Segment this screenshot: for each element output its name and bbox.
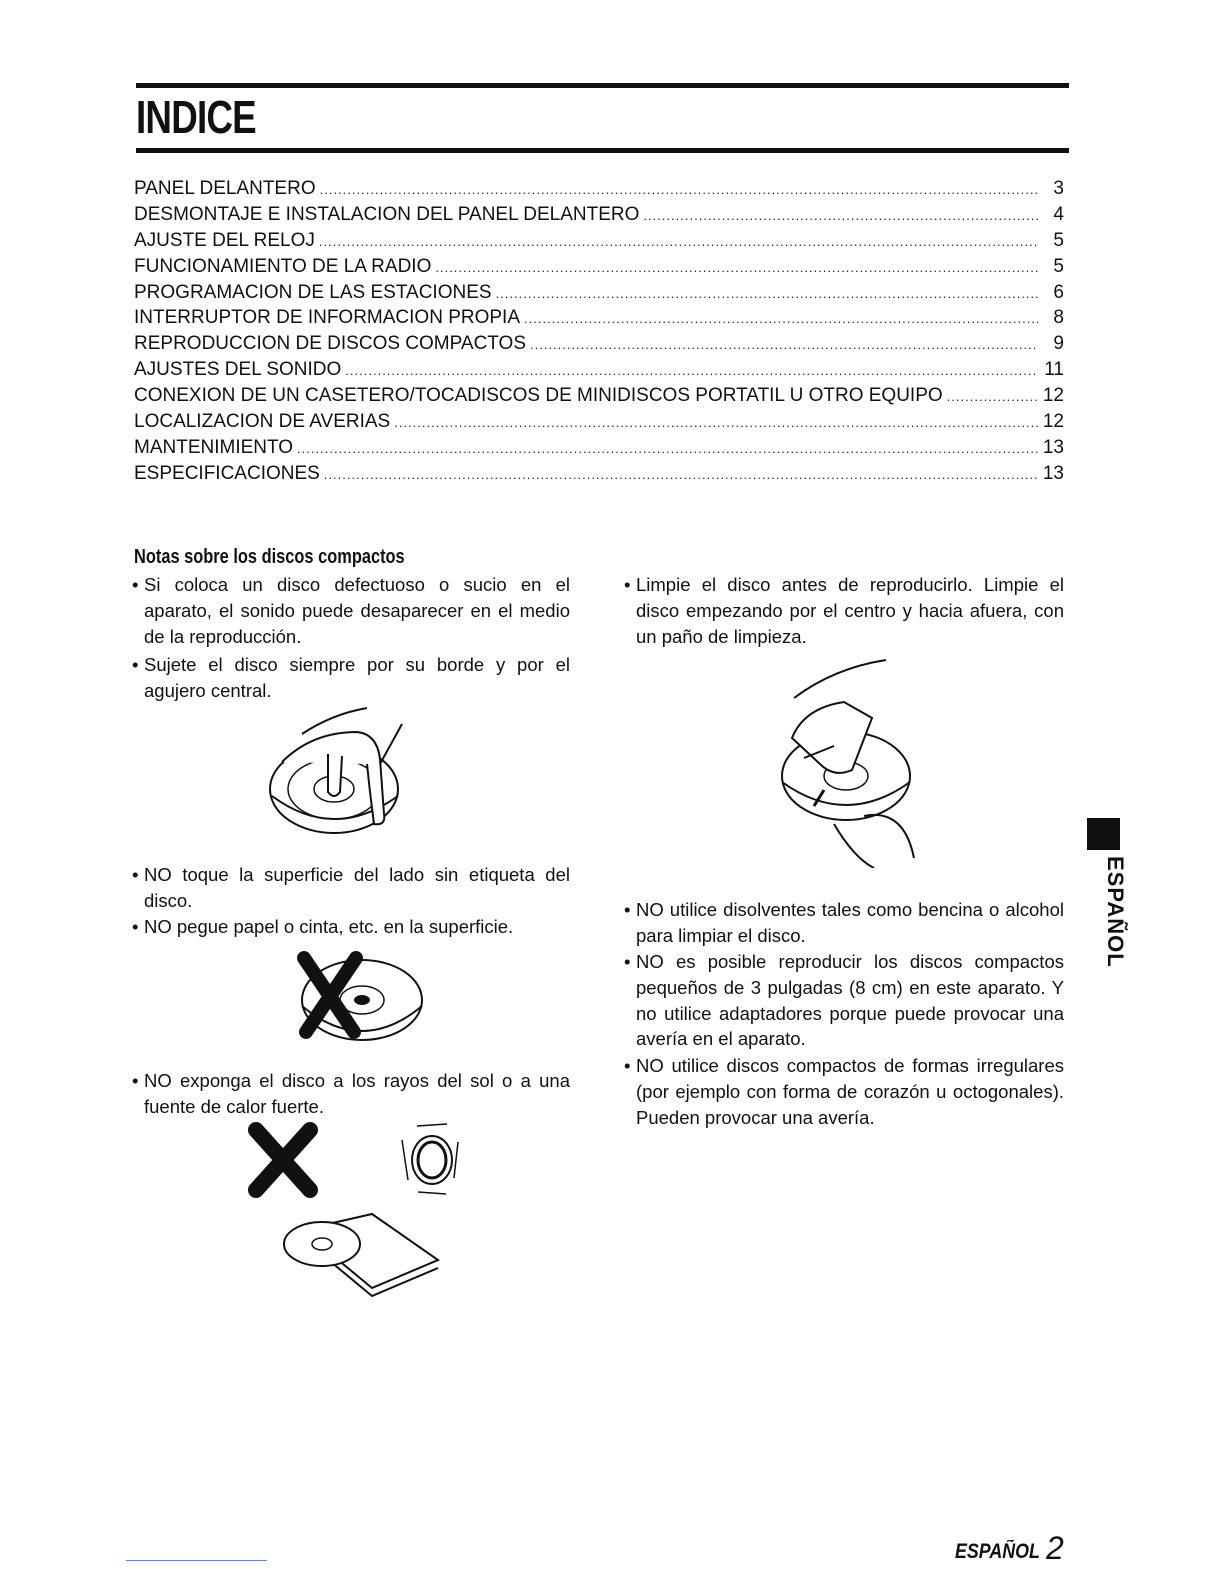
- toc-entry-page: 12: [1042, 411, 1064, 433]
- note-text: NO utilice discos compactos de formas irregulares (por ejemplo con forma de corazón u octogonales). Pueden provocar una avería.: [636, 1055, 1064, 1128]
- note-item: [132, 572, 570, 649]
- toc-entry-title: MANTENIMIENTO: [134, 436, 294, 458]
- title-rule-bottom: [136, 148, 1069, 153]
- toc-leader-dots: [496, 281, 1038, 306]
- toc-entry-title: AJUSTE DEL RELOJ: [134, 229, 315, 251]
- sun-heat-illustration: [242, 1120, 472, 1300]
- bottom-divider: [126, 1560, 267, 1561]
- bullet-dot: •: [624, 574, 631, 595]
- note-text: NO exponga el disco a los rayos del sol o a una fuente de calor fuerte.: [144, 1070, 570, 1117]
- toc-entry[interactable]: [134, 331, 1064, 357]
- bullet-dot: •: [624, 951, 631, 972]
- toc-entry-title: REPRODUCCION DE DISCOS COMPACTOS: [134, 333, 527, 355]
- toc-entry-title: PANEL DELANTERO: [134, 178, 316, 199]
- toc-entry[interactable]: [134, 383, 1064, 409]
- bullet-dot: •: [624, 899, 631, 920]
- note-item: [132, 652, 570, 704]
- toc-entry-page: 8: [1053, 307, 1064, 329]
- toc-entry-title: ESPECIFICACIONES: [134, 462, 320, 484]
- toc-entry-page: 12: [1042, 385, 1064, 407]
- toc-entry[interactable]: [134, 461, 1064, 487]
- toc-entry-title: CONEXION DE UN CASETERO/TOCADISCOS DE MINIDISCOS PORTATIL U OTRO EQUIPO: [134, 385, 943, 407]
- toc-leader-dots: [530, 332, 1038, 357]
- note-text: Limpie el disco antes de reproducirlo. Limpie el disco empezando por el centro y hacia afuera, con un paño de limpieza.: [636, 574, 1064, 647]
- footer-language: ESPAÑOL: [955, 1540, 1040, 1563]
- toc-entry[interactable]: [134, 228, 1064, 254]
- side-tab-label: ESPAÑOL: [1103, 856, 1128, 968]
- page-number: 2: [1046, 1530, 1064, 1566]
- toc-entry-title: AJUSTES DEL SONIDO: [134, 359, 342, 381]
- toc-leader-dots: [320, 177, 1038, 202]
- toc-entry-page: 9: [1053, 333, 1064, 355]
- page-title: INDICE: [136, 91, 256, 143]
- side-tab-marker: [1087, 818, 1120, 850]
- toc-entry-page: 6: [1053, 281, 1064, 303]
- toc-leader-dots: [394, 410, 1038, 435]
- toc-leader-dots: [524, 306, 1038, 331]
- title-rule-top: [136, 83, 1069, 88]
- toc-entry[interactable]: [134, 357, 1064, 383]
- toc-entry-page: 13: [1042, 436, 1064, 458]
- toc-entry[interactable]: [134, 254, 1064, 280]
- note-text: Si coloca un disco defectuoso o sucio en el aparato, el sonido puede desaparecer en el medio de la reproducción.: [144, 574, 570, 647]
- toc-entry-title: DESMONTAJE E INSTALACION DEL PANEL DELANTERO: [134, 203, 640, 225]
- note-item: [132, 914, 570, 940]
- toc-entry-title: LOCALIZACION DE AVERIAS: [134, 411, 391, 433]
- bullet-dot: •: [132, 916, 139, 937]
- note-text: NO toque la superficie del lado sin etiqueta del disco.: [144, 864, 570, 911]
- toc-entry[interactable]: [134, 280, 1064, 306]
- bullet-dot: •: [132, 1070, 139, 1091]
- toc-entry[interactable]: [134, 202, 1064, 228]
- notes-heading: Notas sobre los discos compactos: [134, 546, 405, 568]
- toc-entry[interactable]: [134, 176, 1064, 202]
- toc-entry-page: 3: [1053, 178, 1064, 199]
- toc-entry-title: INTERRUPTOR DE INFORMACION PROPIA: [134, 307, 521, 329]
- bullet-dot: •: [132, 864, 139, 885]
- bullet-dot: •: [624, 1055, 631, 1076]
- note-item: [624, 572, 1064, 649]
- note-text: NO es posible reproducir los discos compactos pequeños de 3 pulgadas (8 cm) en este aparato. Y no utilice adaptadores porque puede provocar una avería en el aparato.: [636, 951, 1064, 1050]
- toc-entry-page: 13: [1042, 462, 1064, 484]
- toc-entry-page: 11: [1044, 359, 1064, 381]
- table-of-contents: [134, 176, 1064, 487]
- toc-leader-dots: [324, 462, 1038, 487]
- toc-entry-page: 5: [1053, 255, 1064, 277]
- note-item: [624, 897, 1064, 949]
- toc-leader-dots: [345, 358, 1038, 383]
- toc-entry[interactable]: [134, 435, 1064, 461]
- note-text: NO pegue papel o cinta, etc. en la superficie.: [144, 916, 514, 937]
- note-item: [624, 949, 1064, 1052]
- toc-entry[interactable]: [134, 305, 1064, 331]
- clean-disc-illustration: [774, 658, 924, 868]
- note-text: NO utilice disolventes tales como bencina o alcohol para limpiar el disco.: [636, 899, 1064, 946]
- note-item: [132, 1068, 570, 1120]
- toc-entry-page: 5: [1053, 229, 1064, 251]
- toc-leader-dots: [297, 436, 1038, 461]
- no-tape-illustration: [274, 944, 434, 1054]
- bullet-dot: •: [132, 574, 139, 595]
- toc-entry-page: 4: [1053, 203, 1064, 225]
- hold-disc-illustration: [262, 704, 432, 844]
- toc-entry[interactable]: [134, 409, 1064, 435]
- note-text: Sujete el disco siempre por su borde y por el agujero central.: [144, 654, 570, 701]
- toc-leader-dots: [435, 255, 1038, 280]
- side-tab-language: [1074, 856, 1134, 976]
- bullet-dot: •: [132, 654, 139, 675]
- toc-entry-title: PROGRAMACION DE LAS ESTACIONES: [134, 281, 492, 303]
- note-item: [624, 1053, 1064, 1130]
- toc-leader-dots: [947, 384, 1038, 409]
- note-item: [132, 862, 570, 914]
- toc-leader-dots: [643, 203, 1038, 228]
- toc-leader-dots: [319, 229, 1038, 254]
- toc-entry-title: FUNCIONAMIENTO DE LA RADIO: [134, 255, 432, 277]
